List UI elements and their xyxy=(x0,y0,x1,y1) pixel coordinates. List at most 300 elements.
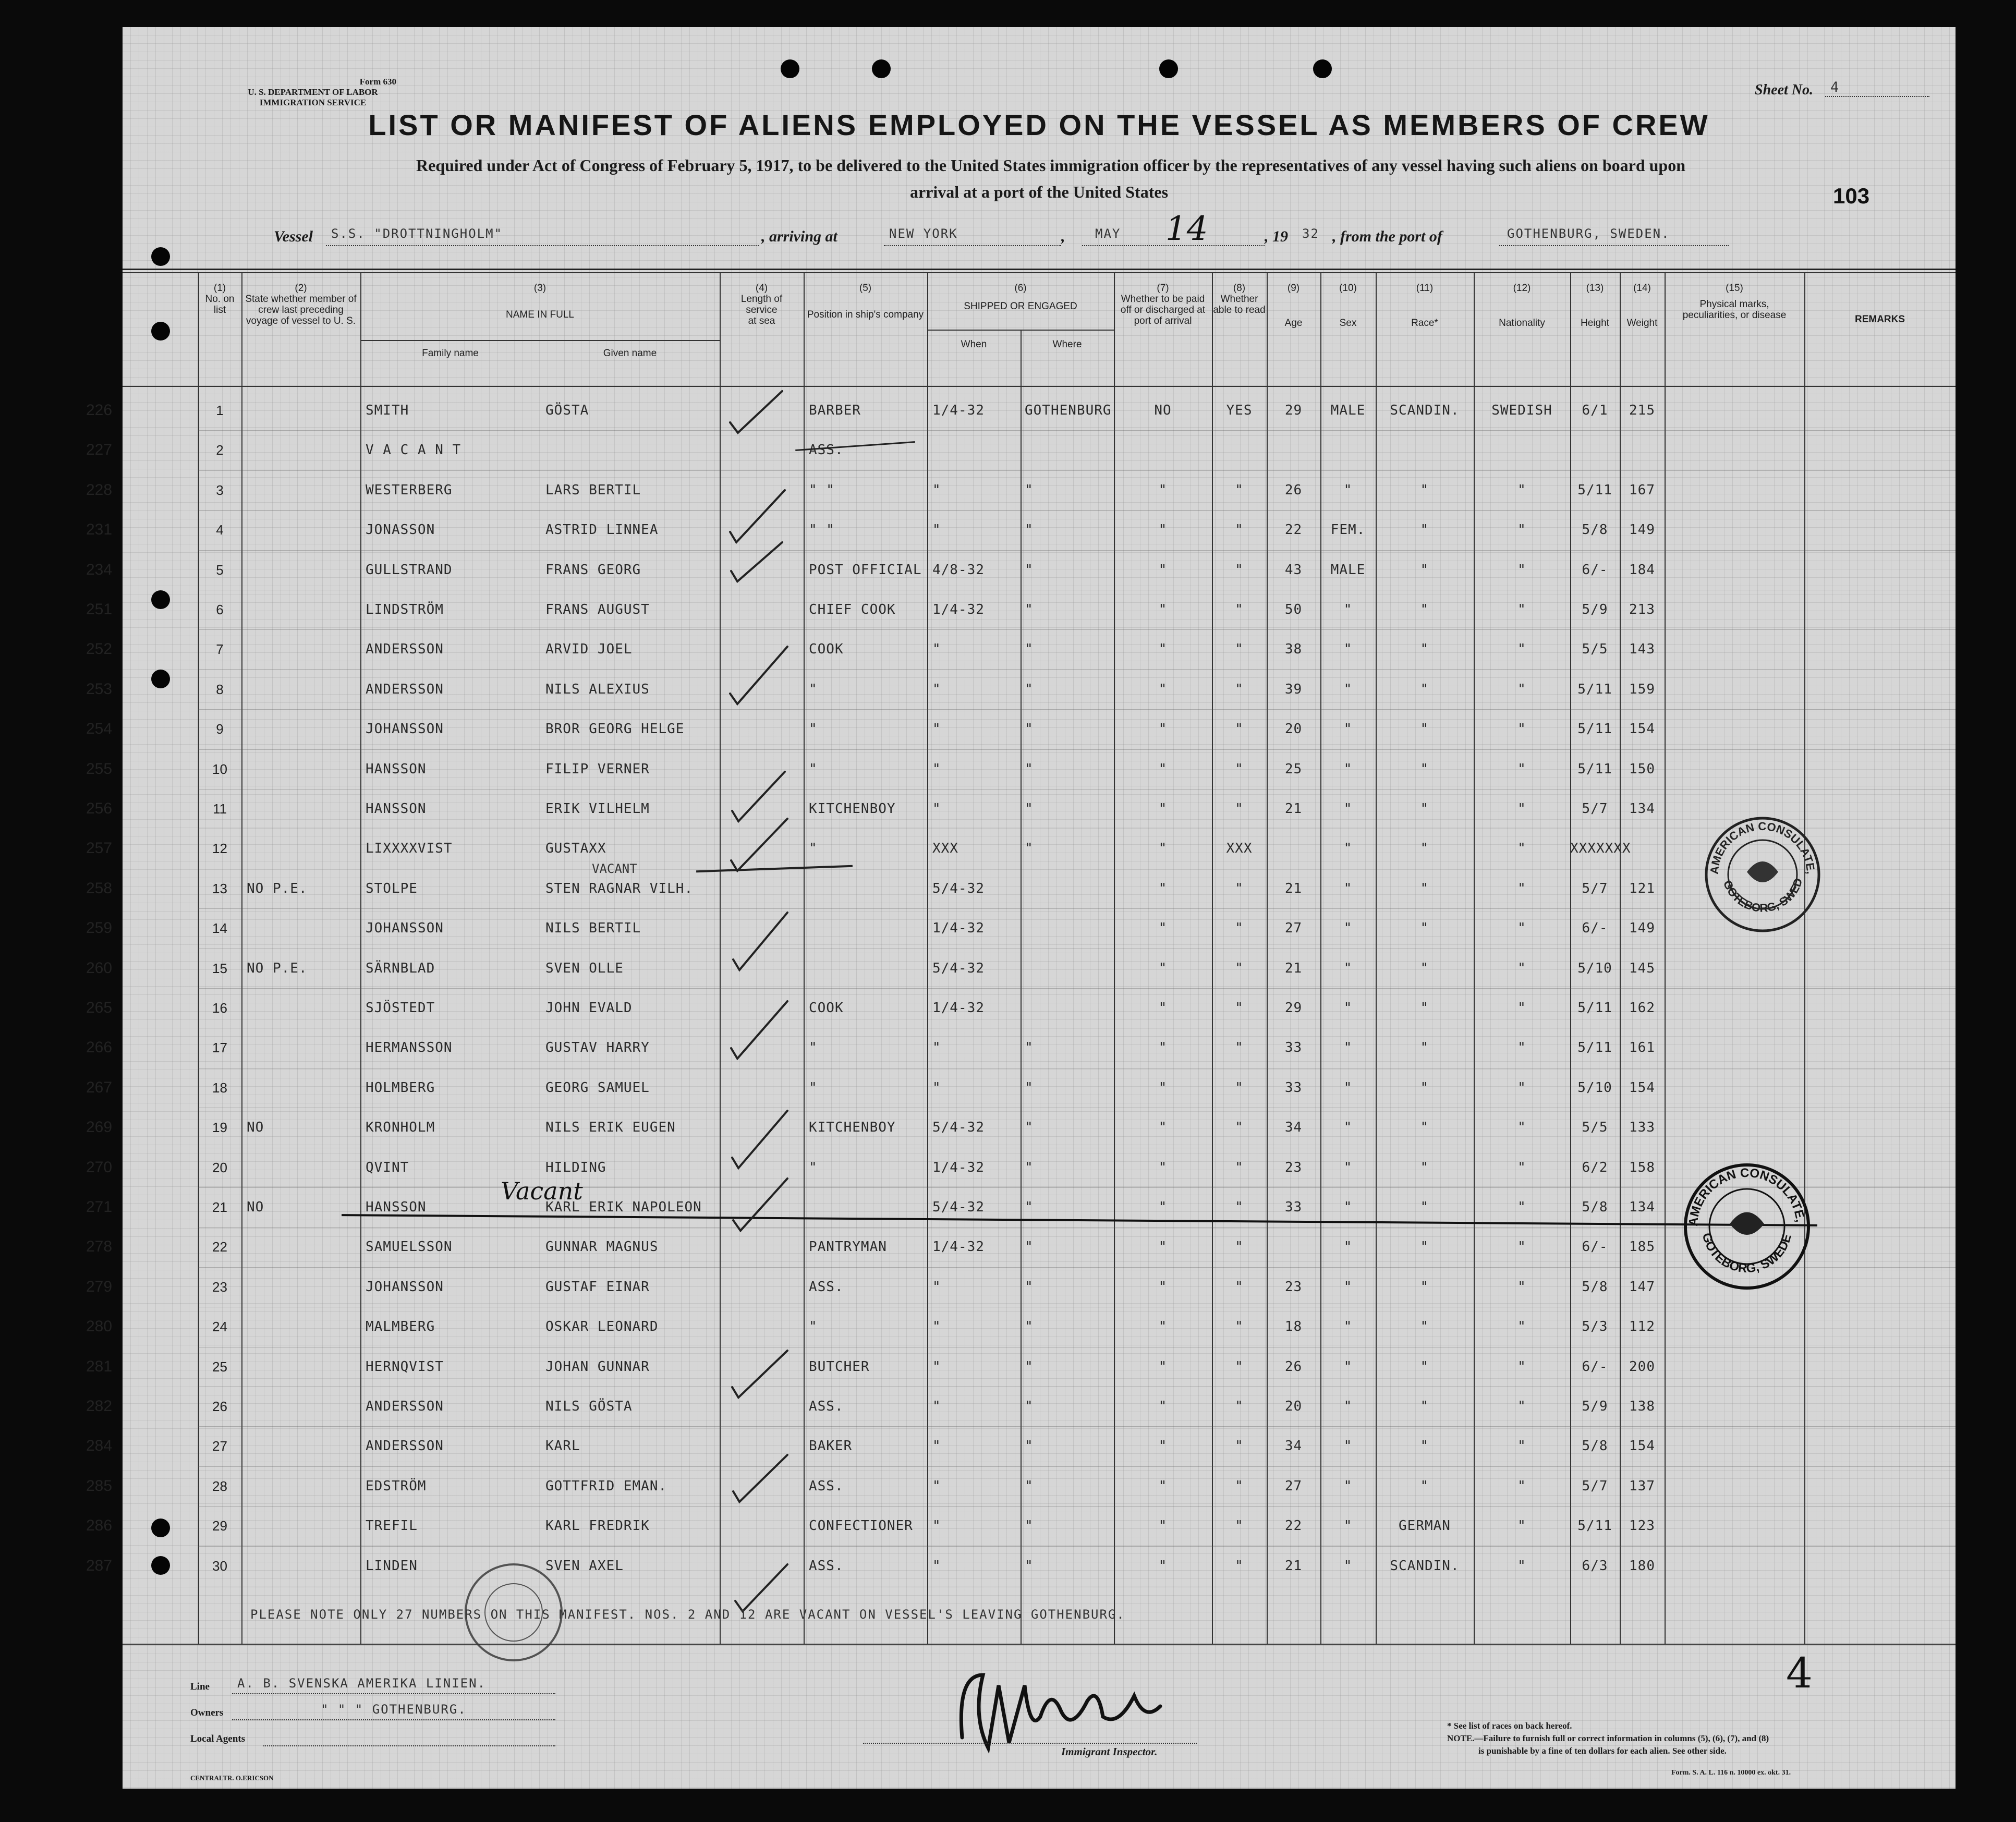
cell-prev: NO xyxy=(247,1120,264,1136)
svg-text:AMERICAN CONSULATE,: AMERICAN CONSULATE, xyxy=(1686,1165,1807,1227)
cell-prev xyxy=(247,1347,356,1387)
cell-nat: " xyxy=(1517,562,1526,578)
cell-read: " xyxy=(1235,562,1244,578)
table-row xyxy=(86,590,1956,629)
cell-ref: 270 xyxy=(86,1158,113,1176)
cell-no: 4 xyxy=(216,522,224,538)
cell-no: 25 xyxy=(212,1358,227,1375)
cell-race: SCANDIN. xyxy=(1390,403,1460,418)
cell-paid: " xyxy=(1158,1000,1168,1016)
row-divider xyxy=(198,1506,1956,1507)
table-row xyxy=(86,1426,1956,1466)
cell-age: 34 xyxy=(1284,1120,1303,1136)
cell-prev xyxy=(247,789,356,829)
department-name: U. S. DEPARTMENT OF LABOR xyxy=(248,87,378,97)
cell-family: WESTERBERG xyxy=(366,482,453,498)
cell-position: " " xyxy=(809,522,835,538)
table-row xyxy=(86,510,1956,550)
penalty-note: NOTE.—Failure to furnish full or correct information in columns (5), (6), (7), and (8) xyxy=(1447,1733,1769,1743)
cell-nat: " xyxy=(1517,602,1526,617)
cell-race: " xyxy=(1420,1239,1429,1255)
cell-read: " xyxy=(1235,641,1244,658)
cell-sex: " xyxy=(1343,1319,1353,1335)
cell-position: KITCHENBOY xyxy=(809,1120,896,1136)
vacant-note-handwritten: Vacant xyxy=(501,1177,583,1205)
cell-ref: 228 xyxy=(86,481,113,499)
cell-given: SVEN AXEL xyxy=(545,1558,624,1574)
row-divider xyxy=(198,629,1956,630)
cell-age xyxy=(1267,1227,1320,1267)
col-physical-marks-header: (15) Physical marks, peculiarities, or disease xyxy=(1682,283,1787,321)
cell-height: 6/2 xyxy=(1582,1159,1608,1175)
cell-paid: " xyxy=(1158,1558,1168,1574)
cell-position: COOK xyxy=(809,1000,844,1016)
cell-family: JONASSON xyxy=(366,522,435,538)
cell-no: 2 xyxy=(216,442,224,458)
cell-nat: " xyxy=(1517,960,1526,976)
cell-when: 1/4-32 xyxy=(932,920,985,937)
cell-given: NILS ALEXIUS xyxy=(545,681,650,697)
cell-weight: 154 xyxy=(1629,1079,1655,1096)
cell-sex: " xyxy=(1343,681,1353,697)
cell-sex: " xyxy=(1343,1000,1353,1016)
cell-position: ASS. xyxy=(809,442,844,458)
cell-no: 23 xyxy=(212,1279,227,1295)
cell-height: 5/8 xyxy=(1582,1279,1608,1295)
cell-position: ASS. xyxy=(809,1478,844,1494)
cell-age: 18 xyxy=(1284,1319,1303,1335)
col-race-header: (11) Race* xyxy=(1411,283,1438,329)
cell-prev: NO xyxy=(247,1199,264,1215)
table-row xyxy=(86,988,1956,1028)
cell-sex: " xyxy=(1343,1040,1353,1056)
cell-race: " xyxy=(1420,960,1429,976)
cell-prev xyxy=(247,430,356,470)
cell-family: HOLMBERG xyxy=(366,1079,435,1096)
row-divider xyxy=(198,908,1956,909)
cell-age: 33 xyxy=(1284,1040,1303,1056)
cell-where: " xyxy=(1025,681,1034,697)
cell-age: 21 xyxy=(1284,1558,1303,1574)
cell-family: HANSSON xyxy=(366,801,427,817)
cell-read: " xyxy=(1235,602,1244,617)
cell-height: 6/- xyxy=(1582,562,1608,578)
cell-paid: " xyxy=(1158,1159,1168,1175)
cell-ref: 269 xyxy=(86,1119,113,1136)
table-row xyxy=(86,908,1956,948)
cell-paid: " xyxy=(1158,1438,1168,1454)
cell-read: " xyxy=(1235,1040,1244,1056)
cell-ref: 287 xyxy=(86,1557,113,1574)
cell-height: 5/11 xyxy=(1577,482,1612,498)
cell-weight: 215 xyxy=(1629,403,1655,418)
col-prev-voyage-header: (2) State whether member of crew last preceding voyage of vessel to U. S. xyxy=(245,283,357,326)
form-code: Form. S. A. L. 116 n. 10000 ex. okt. 31. xyxy=(1671,1769,1791,1777)
cell-when: 5/4-32 xyxy=(932,880,985,896)
cell-when: " xyxy=(932,641,941,658)
col-shipped-header: (6) SHIPPED OR ENGAGED xyxy=(964,283,1077,312)
cell-family: ANDERSSON xyxy=(366,1399,444,1414)
table-row xyxy=(86,430,1956,470)
cell-no: 30 xyxy=(212,1558,227,1574)
col-sex-header: (10) Sex xyxy=(1339,283,1357,329)
cell-nat: " xyxy=(1517,1239,1526,1255)
cell-sex: " xyxy=(1343,920,1353,937)
cell-paid: " xyxy=(1158,1358,1168,1375)
cell-where xyxy=(1025,949,1113,988)
cell-race: " xyxy=(1420,602,1429,617)
table-row xyxy=(86,1148,1956,1187)
cell-when: " xyxy=(932,1358,941,1375)
cell-prev xyxy=(247,1267,356,1307)
cell-given: GEORG SAMUEL xyxy=(545,1079,650,1096)
col-when-header: When xyxy=(961,339,987,350)
arrival-month: MAY xyxy=(1095,226,1121,241)
inspector-label: Immigrant Inspector. xyxy=(1061,1745,1158,1758)
cell-age: 22 xyxy=(1284,1518,1303,1534)
cell-nat: " xyxy=(1517,1438,1526,1454)
cell-nat: " xyxy=(1517,1358,1526,1375)
cell-given: NILS BERTIL xyxy=(545,920,641,937)
svg-text:GOTEBORG, SWEDEN.: GOTEBORG, SWEDE xyxy=(1699,1231,1794,1276)
cell-nat: " xyxy=(1517,1478,1526,1494)
cell-prev xyxy=(247,1387,356,1426)
cell-height: 5/7 xyxy=(1582,1478,1608,1494)
cell-family: JOHANSSON xyxy=(366,1279,444,1295)
cell-height: 6/- xyxy=(1582,920,1608,937)
cell-ref: 286 xyxy=(86,1517,113,1535)
col-position-header: (5) Position in ship's company xyxy=(807,283,924,320)
line-stamp xyxy=(462,1560,566,1665)
cell-when: " xyxy=(932,1518,941,1534)
cell-family: JOHANSSON xyxy=(366,721,444,737)
cell-sex: " xyxy=(1343,1159,1353,1175)
cell-weight: 154 xyxy=(1629,1438,1655,1454)
cell-read: " xyxy=(1235,1120,1244,1136)
cell-height: 6/- xyxy=(1582,1358,1608,1375)
cell-where: " xyxy=(1025,801,1034,817)
cell-position: KITCHENBOY xyxy=(809,801,896,817)
cell-no: 20 xyxy=(212,1159,227,1175)
cell-read: " xyxy=(1235,522,1244,538)
cell-prev xyxy=(247,1546,356,1586)
cell-sex: " xyxy=(1343,1438,1353,1454)
cell-weight: 149 xyxy=(1629,920,1655,937)
cell-nat: " xyxy=(1517,1040,1526,1056)
cell-given: SVEN OLLE xyxy=(545,960,624,976)
cell-where: " xyxy=(1025,562,1034,578)
cell-ref: 265 xyxy=(86,999,113,1016)
cell-no: 24 xyxy=(212,1319,227,1335)
cell-family: ANDERSSON xyxy=(366,641,444,658)
cell-when: 5/4-32 xyxy=(932,1120,985,1136)
cell-prev xyxy=(247,550,356,590)
cell-height: 5/11 xyxy=(1577,721,1612,737)
cell-family: HERNQVIST xyxy=(366,1358,444,1375)
cell-sex: " xyxy=(1343,801,1353,817)
cell-paid xyxy=(1114,430,1212,470)
cell-age: 29 xyxy=(1284,403,1303,418)
cell-prev xyxy=(247,470,356,510)
cell-when: " xyxy=(932,1478,941,1494)
cell-where: " xyxy=(1025,1319,1034,1335)
cell-height xyxy=(1570,430,1620,470)
cell-given: JOHAN GUNNAR xyxy=(545,1358,650,1375)
punch-hole xyxy=(151,247,170,266)
cell-sex: " xyxy=(1343,1079,1353,1096)
cell-nat: " xyxy=(1517,1399,1526,1414)
cell-no: 21 xyxy=(212,1199,227,1215)
race-note: * See list of races on back hereof. xyxy=(1447,1721,1572,1731)
cell-prev xyxy=(247,510,356,550)
cell-read: " xyxy=(1235,1000,1244,1016)
cell-position: " " xyxy=(809,482,835,498)
cell-given: ERIK VILHELM xyxy=(545,801,650,817)
cell-weight: 185 xyxy=(1629,1239,1655,1255)
cell-prev xyxy=(247,988,356,1028)
cell-age: 38 xyxy=(1284,641,1303,658)
row-divider xyxy=(198,988,1956,989)
cell-prev xyxy=(247,391,356,430)
cell-where: " xyxy=(1025,1079,1034,1096)
cell-given: FILIP VERNER xyxy=(545,761,650,777)
cell-position: PANTRYMAN xyxy=(809,1239,887,1255)
cell-position: ASS. xyxy=(809,1558,844,1574)
cell-prev xyxy=(247,1028,356,1067)
cell-paid: " xyxy=(1158,1319,1168,1335)
cell-age: 22 xyxy=(1284,522,1303,538)
cell-position: ASS. xyxy=(809,1399,844,1414)
cell-given: BROR GEORG HELGE xyxy=(545,721,685,737)
cell-race: " xyxy=(1420,1438,1429,1454)
table-row xyxy=(86,391,1956,430)
cell-height: 6/- xyxy=(1582,1239,1608,1255)
cell-when: 4/8-32 xyxy=(932,562,985,578)
arriving-label: , arriving at xyxy=(761,228,837,245)
cell-given: FRANS GEORG xyxy=(545,562,641,578)
cell-ref: 256 xyxy=(86,800,113,817)
cell-height: 5/11 xyxy=(1577,1000,1612,1016)
cell-prev xyxy=(247,1148,356,1187)
cell-family: ANDERSSON xyxy=(366,681,444,697)
cell-weight: 123 xyxy=(1629,1518,1655,1534)
cell-race: " xyxy=(1420,1120,1429,1136)
col-nationality-header: (12) Nationality xyxy=(1499,283,1545,329)
cell-paid: " xyxy=(1158,562,1168,578)
table-row xyxy=(86,869,1956,908)
cell-when: 1/4-32 xyxy=(932,1159,985,1175)
cell-age: 29 xyxy=(1284,1000,1303,1016)
cell-family: EDSTRÖM xyxy=(366,1478,427,1494)
cell-nat: " xyxy=(1517,841,1526,857)
cell-age: 33 xyxy=(1284,1199,1303,1215)
cell-no: 26 xyxy=(212,1399,227,1414)
penalty-note-2: is punishable by a fine of ten dollars for each alien. See other side. xyxy=(1478,1746,1727,1756)
cell-weight: 162 xyxy=(1629,1000,1655,1016)
cell-nat: " xyxy=(1517,880,1526,896)
cell-no: 17 xyxy=(212,1040,227,1056)
cell-age: 27 xyxy=(1284,1478,1303,1494)
service-name: IMMIGRATION SERVICE xyxy=(259,98,367,107)
cell-race: " xyxy=(1420,1199,1429,1215)
cell-position: ASS. xyxy=(809,1279,844,1295)
cell-height: XXXXXXX xyxy=(1570,841,1631,857)
cell-when: " xyxy=(932,522,941,538)
cell-nat: " xyxy=(1517,641,1526,658)
cell-race: " xyxy=(1420,841,1429,857)
cell-nat: " xyxy=(1517,761,1526,777)
cell-age: 33 xyxy=(1284,1079,1303,1096)
cell-weight xyxy=(1620,829,1665,868)
cell-where xyxy=(1025,908,1113,948)
row-divider xyxy=(198,550,1956,551)
cell-given: OSKAR LEONARD xyxy=(545,1319,659,1335)
cell-weight: 167 xyxy=(1629,482,1655,498)
cell-when: " xyxy=(932,1438,941,1454)
row-divider xyxy=(198,749,1956,750)
cell-paid: " xyxy=(1158,801,1168,817)
cell-paid: " xyxy=(1158,1199,1168,1215)
from-label: , from the port of xyxy=(1332,228,1442,245)
cell-where xyxy=(1025,869,1113,908)
cell-read: " xyxy=(1235,482,1244,498)
cell-no: 11 xyxy=(213,801,227,817)
cell-sex: " xyxy=(1343,482,1353,498)
cell-family: V A C A N T xyxy=(366,442,462,458)
cell-given xyxy=(545,430,718,470)
cell-position: " xyxy=(809,1079,818,1096)
cell-race: " xyxy=(1420,721,1429,737)
cell-race: " xyxy=(1420,1358,1429,1375)
cell-where: " xyxy=(1025,602,1034,617)
cell-paid: " xyxy=(1158,1279,1168,1295)
cell-race: " xyxy=(1420,880,1429,896)
cell-position: " xyxy=(809,1319,818,1335)
cell-sex: MALE xyxy=(1330,562,1366,578)
cell-nat: " xyxy=(1517,681,1526,697)
cell-prev xyxy=(247,670,356,709)
manifest-note: PLEASE NOTE ONLY 27 NUMBERS ON THIS MANIFEST. NOS. 2 AND 12 ARE VACANT ON VESSEL'S LEAVING GOTHENBURG. xyxy=(250,1607,1125,1622)
consulate-stamp xyxy=(1682,1161,1812,1292)
cell-height: 5/3 xyxy=(1582,1319,1608,1335)
cell-race: " xyxy=(1420,562,1429,578)
cell-given: GUSTAXX xyxy=(545,841,606,857)
cell-weight: 133 xyxy=(1629,1120,1655,1136)
cell-sex: " xyxy=(1343,880,1353,896)
cell-given: JOHN EVALD xyxy=(545,1000,633,1016)
col-height-header: (13) Height xyxy=(1581,283,1609,329)
cell-nat: " xyxy=(1517,1159,1526,1175)
cell-race: " xyxy=(1420,1159,1429,1175)
cell-no: 9 xyxy=(216,721,224,737)
cell-race: " xyxy=(1420,1399,1429,1414)
form-number: Form 630 xyxy=(359,77,396,87)
cell-paid: " xyxy=(1158,482,1168,498)
table-row xyxy=(86,1068,1956,1108)
cell-paid: " xyxy=(1158,1120,1168,1136)
table-row xyxy=(86,789,1956,829)
cell-sex: " xyxy=(1343,641,1353,658)
cell-nat: " xyxy=(1517,1079,1526,1096)
cell-where: " xyxy=(1025,1399,1034,1414)
col-where-header: Where xyxy=(1052,339,1082,350)
punch-hole xyxy=(1159,59,1178,78)
cell-sex: " xyxy=(1343,1120,1353,1136)
cell-where: " xyxy=(1025,1120,1034,1136)
cell-nat: " xyxy=(1517,1319,1526,1335)
cell-race: " xyxy=(1420,1079,1429,1096)
cell-age: 26 xyxy=(1284,482,1303,498)
cell-no: 28 xyxy=(212,1478,227,1494)
cell-where: " xyxy=(1025,1040,1034,1056)
cell-where: " xyxy=(1025,1518,1034,1534)
cell-height: 5/8 xyxy=(1582,522,1608,538)
cell-age xyxy=(1267,829,1320,868)
cell-read: " xyxy=(1235,1518,1244,1534)
col-remarks-header: REMARKS xyxy=(1854,314,1905,325)
cell-sex: " xyxy=(1343,1279,1353,1295)
col-family-name-header: Family name xyxy=(422,348,479,359)
cell-ref: 284 xyxy=(86,1437,113,1455)
cell-position: POST OFFICIAL xyxy=(809,562,922,578)
cell-weight: 138 xyxy=(1629,1399,1655,1414)
cell-when: " xyxy=(932,681,941,697)
cell-height: 5/5 xyxy=(1582,1120,1608,1136)
cell-prev xyxy=(247,908,356,948)
cell-paid: " xyxy=(1158,960,1168,976)
cell-race: " xyxy=(1420,1040,1429,1056)
table-row xyxy=(86,749,1956,789)
cell-height: 5/11 xyxy=(1577,681,1612,697)
cell-prev xyxy=(247,1506,356,1546)
cell-race: " xyxy=(1420,761,1429,777)
cell-paid: " xyxy=(1158,641,1168,658)
cell-read: " xyxy=(1235,960,1244,976)
cell-no: 13 xyxy=(212,880,227,896)
cell-when: " xyxy=(932,1079,941,1096)
cell-when: " xyxy=(932,1040,941,1056)
cell-read: YES xyxy=(1226,403,1253,418)
cell-height: 5/10 xyxy=(1577,960,1612,976)
cell-given: KARL xyxy=(545,1438,580,1454)
cell-where: " xyxy=(1025,641,1034,658)
requirement-text-2: arrival at a port of the United States xyxy=(909,183,1169,201)
cell-position xyxy=(809,869,929,908)
cell-family: HANSSON xyxy=(366,1199,427,1215)
cell-when: " xyxy=(932,761,941,777)
cell-when: 5/4-32 xyxy=(932,960,985,976)
cell-position: " xyxy=(809,1040,818,1056)
cell-race: " xyxy=(1420,482,1429,498)
service-checkmarks xyxy=(720,386,808,1627)
cell-race: " xyxy=(1420,522,1429,538)
cell-sex: MALE xyxy=(1330,403,1366,418)
handwritten-page-number: 4 xyxy=(1786,1649,1813,1697)
cell-paid: " xyxy=(1158,880,1168,896)
col-read-header: (8) Whether able to read xyxy=(1213,283,1266,315)
table-top-rule-2 xyxy=(123,272,1956,273)
cell-given: NILS ERIK EUGEN xyxy=(545,1120,676,1136)
cell-ref: 231 xyxy=(86,521,113,539)
cell-ref: 271 xyxy=(86,1198,113,1216)
cell-no: 14 xyxy=(212,920,227,937)
cell-paid: " xyxy=(1158,602,1168,617)
cell-read: XXX xyxy=(1226,841,1253,857)
cell-paid: " xyxy=(1158,522,1168,538)
cell-family: JOHANSSON xyxy=(366,920,444,937)
cell-family: ANDERSSON xyxy=(366,1438,444,1454)
cell-position xyxy=(809,1187,929,1227)
